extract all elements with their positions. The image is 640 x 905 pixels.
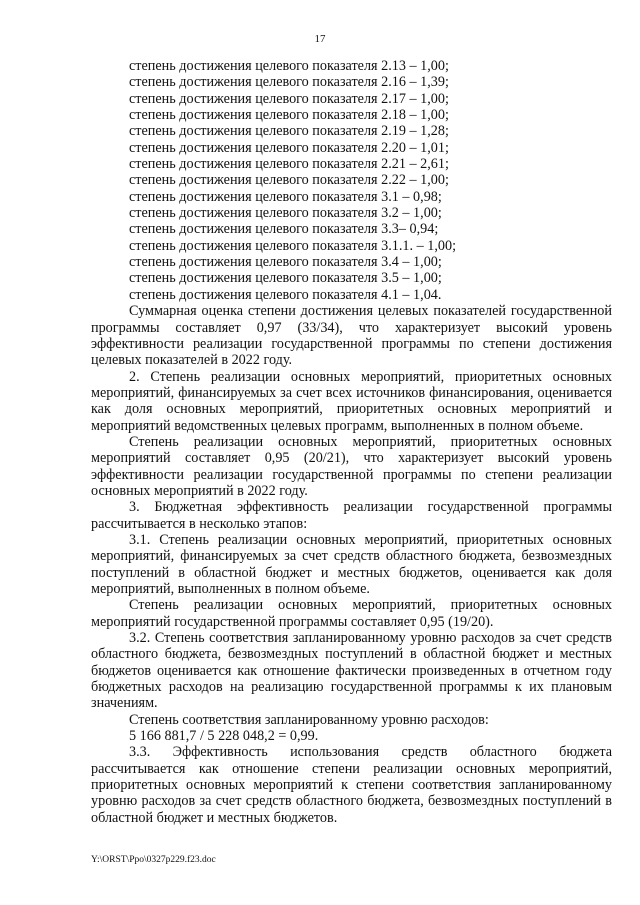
indicator-line: степень достижения целевого показателя 2.18 – 1,00;: [129, 107, 449, 124]
section-2-paragraph: 2. Степень реализации основных мероприятий, приоритетных основных мероприятий, финансируемых за счет всех источников финансирования, оценивается как доля основных мероприятий, приоритетных основных мероприятий и мероприятий ведомственных целевых программ, выполненных в полном объеме.: [91, 368, 612, 434]
section-3-1-result-paragraph: Степень реализации основных мероприятий, приоритетных основных мероприятий государственной программы составляет 0,95 (19/20).: [91, 597, 612, 630]
indicator-line: степень достижения целевого показателя 2.22 – 1,00;: [129, 172, 449, 189]
section-3-2-paragraph: 3.2. Степень соответствия запланированному уровню расходов за счет средств областного бюджета, безвозмездных поступлений в областной бюджет и местных бюджетов оценивается как отношение фактически произведенных в отчетном году бюджетных расходов на реализацию государственной программы к их плановым значениям.: [91, 630, 612, 712]
file-path-footer: Y:\ORST\Ppo\0327p229.f23.doc: [91, 855, 216, 865]
section-3-2-label: Степень соответствия запланированному уровню расходов:: [129, 711, 489, 728]
indicator-list: [91, 58, 612, 303]
document-body: [91, 58, 612, 826]
section-3-2-formula: 5 166 881,7 / 5 228 048,2 = 0,99.: [129, 728, 319, 745]
indicator-line: степень достижения целевого показателя 3.1.1. – 1,00;: [129, 237, 457, 254]
indicator-line: степень достижения целевого показателя 3.3– 0,94;: [129, 221, 439, 238]
indicator-line: степень достижения целевого показателя 2.20 – 1,01;: [129, 139, 449, 156]
indicator-line: степень достижения целевого показателя 2.13 – 1,00;: [129, 58, 449, 74]
section-3-paragraph: 3. Бюджетная эффективность реализации государственной программы рассчитывается в несколько этапов:: [91, 499, 612, 532]
indicator-line: степень достижения целевого показателя 2.17 – 1,00;: [129, 90, 449, 107]
indicator-line: степень достижения целевого показателя 3.2 – 1,00;: [129, 205, 442, 222]
indicator-line: степень достижения целевого показателя 2.16 – 1,39;: [129, 74, 449, 91]
section-3-1-paragraph: 3.1. Степень реализации основных мероприятий, приоритетных основных мероприятий, финансируемых за счет средств областного бюджета, безвозмездных поступлений в областной бюджет и местных бюджетов, оценивается как доля мероприятий, выполненных в полном объеме.: [91, 531, 612, 597]
section-3-3-paragraph: 3.3. Эффективность использования средств областного бюджета рассчитывается как отношение степени реализации основных мероприятий, приоритетных основных мероприятий к степени соответствия запланированному уровню расходов за счет средств областного бюджета, безвозмездных поступлений в областной бюджет и местных бюджетов.: [91, 744, 612, 826]
indicator-line: степень достижения целевого показателя 3.4 – 1,00;: [129, 254, 442, 271]
summary-paragraph: Суммарная оценка степени достижения целевых показателей государственной программы составляет 0,97 (33/34), что характеризует высокий уровень эффективности реализации государственной программы по степени достижения целевых показателей в 2022 году.: [91, 303, 612, 369]
indicator-line: степень достижения целевого показателя 2.19 – 1,28;: [129, 123, 449, 140]
indicator-line: степень достижения целевого показателя 2.21 – 2,61;: [129, 156, 449, 173]
indicator-line: степень достижения целевого показателя 4.1 – 1,04.: [129, 286, 442, 303]
page-number: 17: [314, 33, 326, 45]
indicator-line: степень достижения целевого показателя 3.5 – 1,00;: [129, 270, 442, 287]
indicator-line: степень достижения целевого показателя 3.1 – 0,98;: [129, 188, 442, 205]
section-2-result-paragraph: Степень реализации основных мероприятий, приоритетных основных мероприятий составляет 0,95 (20/21), что характеризует высокий уровень эффективности реализации государственной программы по степени реализации основных мероприятий в 2022 году.: [91, 433, 612, 499]
